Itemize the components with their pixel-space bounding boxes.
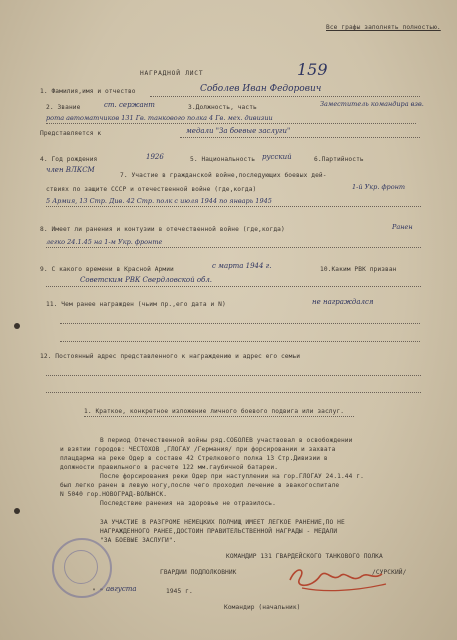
body-line: должности правильного в расчете 122 мм.гаубичной батареи.: [60, 464, 279, 471]
date-day: " ": [92, 588, 104, 595]
field-6-label: 6.Партийность: [314, 156, 364, 163]
award-line: ЗА УЧАСТИЕ В РАЗГРОМЕ НЕМЕЦКИХ ПОЛЧИЩ ИМЕЕТ ЛЕГКОЕ РАНЕНИЕ,ПО НЕ: [100, 519, 345, 526]
field-7-value-b: 5 Армия, 13 Стр. Див. 42 Стр. полк с июля 1944 по январь 1945: [46, 197, 272, 205]
body-line: плацдарма на реке Одер в составе 42 Стрелкового полка 13 Стр.Дивизии в: [60, 455, 328, 462]
field-8-value-a: Ранен: [392, 223, 413, 231]
field-8-label: 8. Имеет ли ранения и контузии в отечественной войне (где,когда): [40, 226, 285, 233]
field-2-label: 2. Звание: [46, 104, 81, 111]
field-10-value: Советским РВК Свердловской обл.: [80, 276, 213, 284]
field-7-value-a: 1-й Укр. фронт: [352, 183, 406, 191]
field-6-value: член ВЛКСМ: [46, 166, 95, 174]
field-1-label: 1. Фамилия,имя и отчество: [40, 88, 136, 95]
commander-name: /СУРСКИЙ/: [372, 569, 407, 576]
header-note: Все графы заполнять полностью.: [326, 24, 441, 31]
body-line: Последствие ранения на здоровье не отразилось.: [100, 500, 276, 507]
field-12-label: 12. Постоянный адрес представленного к награждению и адрес его семьи: [40, 353, 301, 360]
field-9-label: 9. С какого времени в Красной Армии: [40, 266, 174, 273]
body-line: После форсирования реки Одер при наступлении на гор.ГЛОГАУ 24.1.44 г.: [100, 473, 364, 480]
field-3-label: 3.Должность, часть: [188, 104, 257, 111]
field-1-value: Соболев Иван Федорович: [200, 84, 322, 94]
commander-signature: [282, 558, 402, 598]
body-line: был легко ранен в левую ногу,после чего проходил лечение в эвакогоспитале: [60, 482, 340, 489]
date-month: августа: [106, 585, 137, 593]
field-4-value: 1926: [146, 153, 164, 161]
field-5-label: 5. Национальность: [190, 156, 256, 163]
field-3-value-b: рота автоматчиков 131 Гв. танкового полка 4 Гв. мех. дивизии: [46, 114, 273, 122]
field-5-value: русский: [262, 153, 292, 161]
form-title: НАГРАДНОЙ ЛИСТ: [140, 70, 204, 77]
body-line: В период Отечественной войны ряд.СОБОЛЕВ участвовал в освобождении: [100, 437, 353, 444]
field-7-line-2: ствиях по защите СССР и отечественной войне (где,когда): [46, 186, 257, 193]
award-line: НАГРАЖДЕННОГО РАНЕЕ,ДОСТОИН ПРАВИТЕЛЬСТВЕННОЙ НАГРАДЫ - МЕДАЛИ: [100, 528, 338, 535]
body-line: и взятии городов: ЧЕСТОХОВ ,ГЛОГАУ /Германия/ при форсировании и захвата: [60, 446, 336, 453]
footer-label: Командир (начальник): [224, 604, 301, 611]
field-10-label: 10.Каким РВК призван: [320, 266, 397, 273]
present-label: Представляется к: [40, 130, 102, 137]
binder-hole-top: [14, 323, 20, 329]
field-8-value-b: легко 24.1.45 на 1-м Укр. фронте: [46, 238, 163, 246]
field-2-value: ст. сержант: [104, 101, 155, 109]
award-line: "ЗА БОЕВЫЕ ЗАСЛУГИ".: [100, 537, 177, 544]
section-title: 1. Краткое, конкретное изложение личного боевого подвига или заслуг.: [84, 408, 345, 415]
document-number: 159: [297, 60, 328, 79]
commander-line-1: КОМАНДИР 131 ГВАРДЕЙСКОГО ТАНКОВОГО ПОЛКА: [226, 553, 383, 560]
date-year: 1945 г.: [166, 588, 193, 595]
field-7-line-1: 7. Участие в гражданской войне,последующих боевых дей-: [120, 172, 327, 179]
body-line: N 5040 гор.НОВОГРАД-ВОЛЫНСК.: [60, 491, 168, 498]
field-4-label: 4. Год рождения: [40, 156, 98, 163]
field-3-value-a: Заместитель командира взв.: [320, 100, 424, 108]
commander-line-2: ГВАРДИИ ПОДПОЛКОВНИК: [160, 569, 237, 576]
field-11-value: не награждался: [312, 298, 374, 306]
present-value: медали "За боевые заслуги": [186, 127, 291, 135]
field-9-value: с марта 1944 г.: [212, 262, 272, 270]
binder-hole-bottom: [14, 508, 20, 514]
field-11-label: 11. Чем ранее награжден (чьим пр.,его дата и N): [46, 301, 226, 308]
